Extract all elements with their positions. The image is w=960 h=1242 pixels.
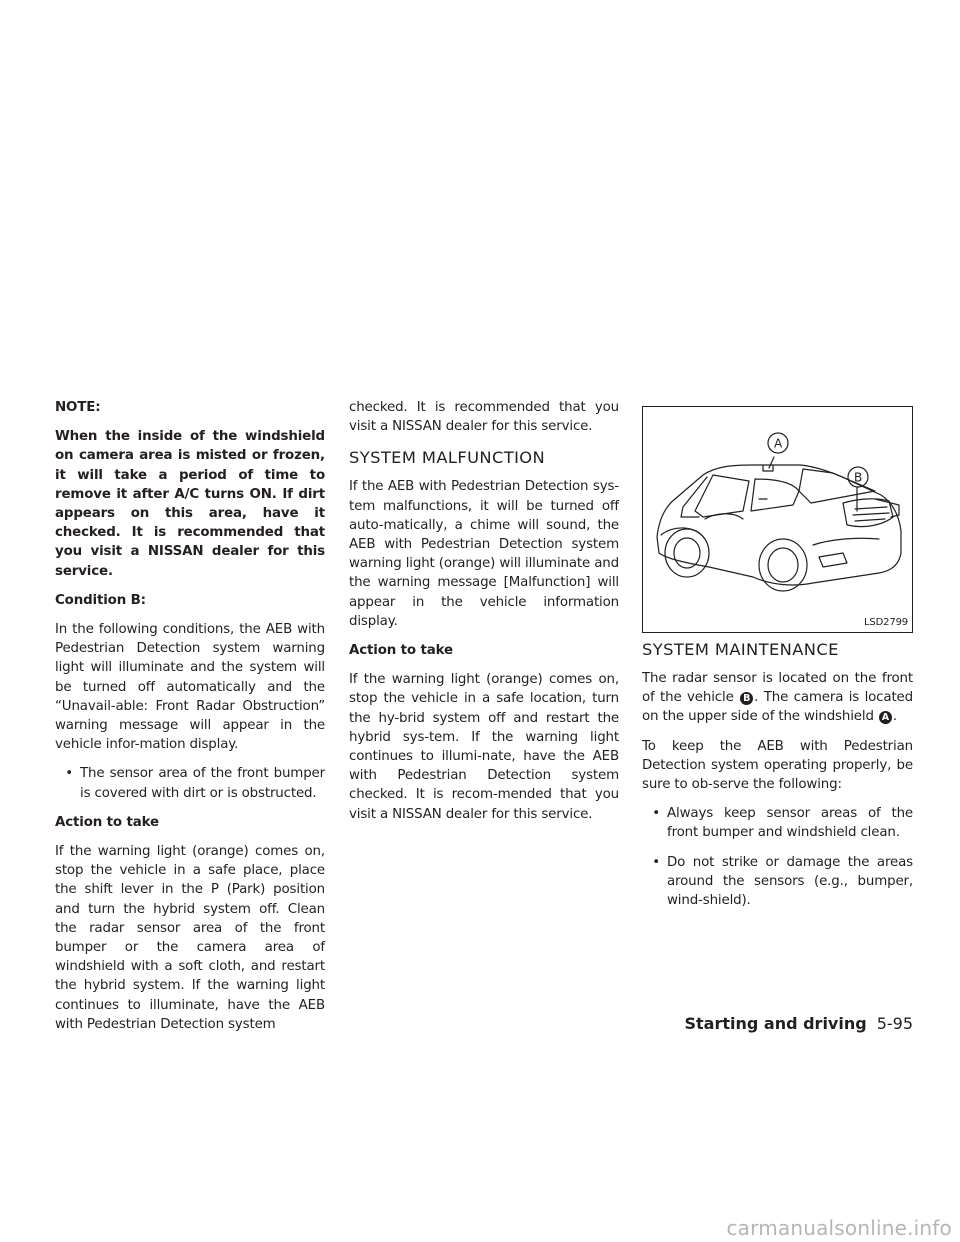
vehicle-illustration [643, 407, 913, 633]
section-heading-malfunction: SYSTEM MALFUNCTION [349, 448, 546, 468]
bullet-glyph: • [652, 854, 660, 870]
marker-a-icon: A [879, 711, 892, 724]
bullet-text: Do not strike or damage the areas around the sensors (e.g., bumper, wind-shield). [667, 854, 913, 909]
maintenance-text-post: . [892, 709, 898, 725]
list-item [55, 764, 325, 802]
figure-label-a: A [773, 436, 783, 451]
condition-label: Condition B: [55, 592, 146, 608]
action-text: If the warning light (orange) comes on, stop the vehicle in a safe place, place the shift lever in the P (Park) position and turn the hybrid system off. Clean the radar sensor area of the front bumper or the camera area of windshield with a soft cloth, and restart the hybrid system. If the warning light continues to illuminate, have the AEB with Pedestrian Detection system [55, 844, 325, 1032]
bullet-text: Always keep sensor areas of the front bumper and windshield clean. [667, 806, 913, 841]
continuation-text: checked. It is recommended that you visit a NISSAN dealer for this service. [349, 400, 619, 435]
bullet-glyph: • [65, 766, 73, 782]
note-text: When the inside of the windshield on camera area is misted or frozen, it will take a period of time to remove it after A/C turns ON. If dirt appears on this area, have it checked. It is recommended that you visit a NISSAN dealer for this service. [55, 429, 325, 579]
column-right [642, 406, 913, 920]
maintenance-text-pre: The radar sensor is located on the front of the vehicle [642, 671, 913, 706]
bullet-glyph: • [652, 806, 660, 822]
figure-code: LSD2799 [863, 617, 908, 628]
marker-b-icon: B [740, 692, 753, 705]
bullet-text: The sensor area of the front bumper is covered with dirt or is obstructed. [80, 766, 325, 801]
action-label: Action to take [349, 643, 453, 659]
keep-text: To keep the AEB with Pedestrian Detection system operating properly, be sure to ob-serve the following: [642, 738, 913, 793]
column-left [55, 398, 325, 1044]
column-middle [349, 398, 619, 834]
figure-label-b: B [853, 470, 863, 485]
footer-page-number: 5-95 [876, 1014, 913, 1033]
maintenance-text [642, 669, 913, 727]
action-text: If the warning light (orange) comes on, stop the vehicle in a safe location, turn the hy-brid system off and restart the hybrid sys-tem. If the warning light continues to illumi-nate, have the AEB with Pedestrian Detection system checked. It is recom-mended that you visit a NISSAN dealer for this service. [349, 672, 619, 822]
note-label: NOTE: [55, 400, 101, 415]
section-heading-maintenance: SYSTEM MAINTENANCE [642, 640, 839, 659]
list-item [642, 804, 913, 842]
action-label: Action to take [55, 814, 159, 830]
watermark: carmanualsonline.info [726, 1216, 952, 1240]
condition-text: In the following conditions, the AEB with Pedestrian Detection system warning light will illuminate and the system will be turned off automatically and the “Unavail-able: Front Radar Obstruction” warning message will appear in the vehicle infor-mation display. [55, 622, 325, 753]
malfunction-text: If the AEB with Pedestrian Detection sys-tem malfunctions, it will be turned off auto-matically, a chime will sound, the AEB with Pedestrian Detection system warning light (orange) will illuminate and the warning message [Malfunction] will appear in the vehicle information display. [349, 479, 619, 629]
footer-section-title: Starting and driving [684, 1014, 867, 1033]
page-footer [0, 1014, 913, 1034]
vehicle-figure [642, 406, 913, 633]
maintenance-text-mid: . The camera is located on the upper side of the windshield [642, 690, 913, 725]
list-item [642, 853, 913, 911]
